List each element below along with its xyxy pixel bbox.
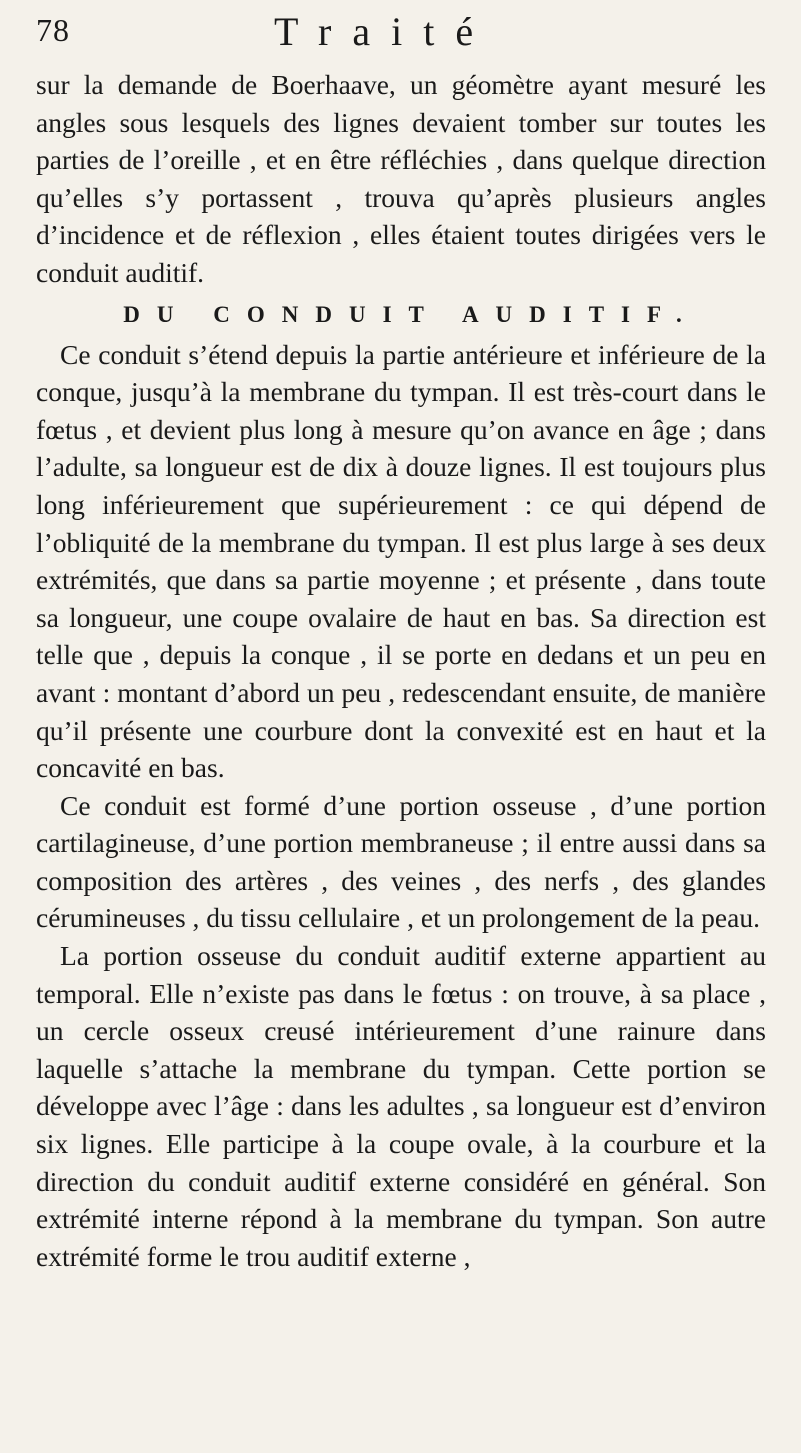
- section-heading: DU CONDUIT AUDITIF.: [123, 301, 699, 327]
- paragraph-continuation: sur la demande de Boerhaave, un géomètre ayant mesuré les angles sous lesquels des lignes devaient tomber sur toutes les parties de l’oreille , et en être réfléchies , dans quelque direction qu’elles s’y portassent , trouva qu’après plusieurs angles d’incidence et de réflexion , elles étaient toutes dirigées vers le conduit auditif.: [36, 69, 766, 288]
- running-title: Traité: [274, 9, 495, 54]
- paragraph: La portion osseuse du conduit auditif externe appartient au temporal. Elle n’existe pas dans le fœtus : on trouve, à sa place , un cercle osseux creusé intérieurement d’une rainure dans laquelle s’attache la membrane du tympan. Cette portion se développe avec l’âge : dans les adultes , sa longueur est d’environ six lignes. Elle participe à la coupe ovale, à la courbure et la direction du conduit auditif externe considéré en général. Son extrémité interne répond à la membrane du tympan. Son autre extrémité forme le trou auditif externe ,: [36, 940, 766, 1272]
- body-text: [36, 66, 766, 1275]
- paragraph: Ce conduit s’étend depuis la partie antérieure et inférieure de la conque, jusqu’à la membrane du tympan. Il est très-court dans le fœtus , et devient plus long à mesure qu’on avance en âge ; dans l’adulte, sa longueur est de dix à douze lignes. Il est toujours plus long inférieurement que supérieurement : ce qui dépend de l’obliquité de la membrane du tympan. Il est plus large à ses deux extrémités, que dans sa partie moyenne ; et présente , dans toute sa longueur, une coupe ovalaire de haut en bas. Sa direction est telle que , depuis la conque , il se porte en dedans et un peu en avant : montant d’abord un peu , redescendant ensuite, de manière qu’il présente une courbure dont la convexité est en haut et la concavité en bas.: [36, 338, 766, 784]
- running-head: [36, 9, 766, 68]
- paragraph: Ce conduit est formé d’une portion osseuse , d’une portion cartilagineuse, d’une portion membraneuse ; il entre aussi dans sa composition des artères , des veines , des nerfs , des glandes cérumineuses , du tissu cellulaire , et un prolongement de la peau.: [36, 789, 766, 934]
- book-page: [36, 9, 766, 1275]
- page-number: 78: [36, 12, 70, 48]
